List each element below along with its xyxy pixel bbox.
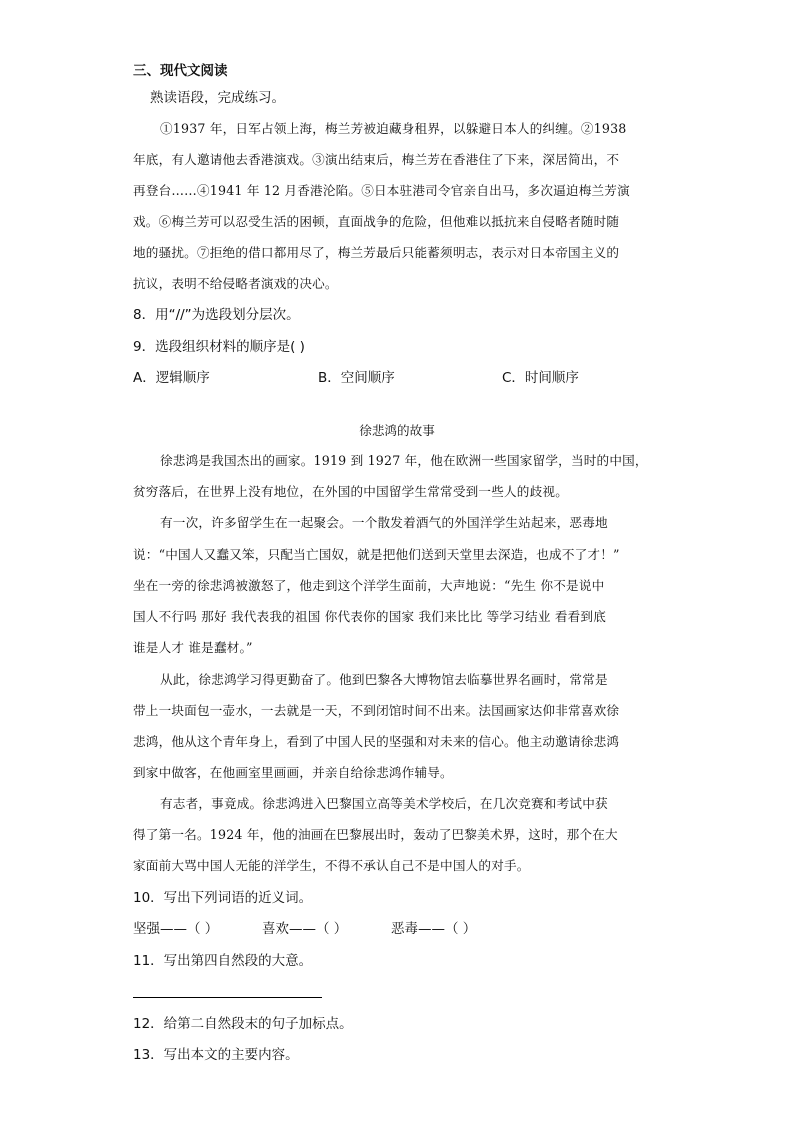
passage-line: 家面前大骂中国人无能的洋学生，不得不承认自己不是中国人的对手。	[133, 858, 530, 873]
question-13: 13．写出本文的主要内容。	[133, 1047, 299, 1063]
synonym-item-2: 喜欢——（ ）	[262, 921, 348, 937]
passage-line: 抗议，表明不给侵略者演戏的决心。	[133, 276, 338, 291]
passage-line: 地的骚扰。⑦拒绝的借口都用尽了，梅兰芳最后只能蓄须明志，表示对日本帝国主义的	[133, 245, 620, 260]
passage-line: ①1937 年，日军占领上海，梅兰芳被迫藏身租界，以躲避日本人的纠缠。②1938	[160, 121, 627, 136]
instruction: 熟读语段，完成练习。	[150, 90, 285, 106]
answer-line	[133, 997, 322, 998]
passage-line: 国人不行吗 那好 我代表我的祖国 你代表你的国家 我们来比比 等学习结业 看看到底	[133, 609, 607, 624]
passage-line: 说：“中国人又蠢又笨，只配当亡国奴，就是把他们送到天堂里去深造，也成不了才！”	[133, 547, 620, 562]
passage-line: 贫穷落后，在世界上没有地位，在外国的中国留学生常常受到一些人的歧视。	[133, 484, 568, 499]
passage-line: 徐悲鸿是我国杰出的画家。1919 到 1927 年，他在欧洲一些国家留学，当时的中国，	[160, 453, 648, 468]
question-10: 10．写出下列词语的近义词。	[133, 890, 313, 906]
section-heading: 三、现代文阅读	[133, 63, 228, 79]
passage-line: 带上一块面包一壶水，一去就是一天，不到闭馆时间不出来。法国画家达仰非常喜欢徐	[133, 703, 620, 718]
passage-line: 从此，徐悲鸿学习得更勤奋了。他到巴黎各大博物馆去临摹世界名画时，常常是	[160, 672, 608, 687]
option-c: C．时间顺序	[502, 370, 579, 386]
passage-line: 戏。⑥梅兰芳可以忍受生活的困顿，直面战争的危险，但他难以抵抗来自侵略者随时随	[133, 214, 620, 229]
synonym-item-3: 恶毒——（ ）	[391, 921, 477, 937]
passage-line: 到家中做客，在他画室里画画，并亲自给徐悲鸿作辅导。	[133, 765, 453, 780]
question-9: 9．选段组织材料的顺序是( )	[133, 339, 305, 355]
question-8: 8．用“//”为选段划分层次。	[133, 307, 300, 323]
passage-line: 再登台……④1941 年 12 月香港沦陷。⑤日本驻港司令官亲自出马，多次逼迫梅兰芳演	[133, 183, 630, 198]
passage-line: 悲鸿，他从这个青年身上，看到了中国人民的坚强和对未来的信心。他主动邀请徐悲鸿	[133, 734, 620, 749]
passage-line: 得了第一名。1924 年，他的油画在巴黎展出时，轰动了巴黎美术界，这时，那个在大	[133, 827, 618, 842]
synonym-item-1: 坚强——（ ）	[133, 921, 219, 937]
passage-line: 年底，有人邀请他去香港演戏。③演出结束后，梅兰芳在香港住了下来，深居简出，不	[133, 152, 620, 167]
question-11: 11．写出第四自然段的大意。	[133, 953, 313, 969]
question-12: 12．给第二自然段末的句子加标点。	[133, 1016, 353, 1032]
passage-2-title: 徐悲鸿的故事	[359, 423, 435, 438]
passage-line: 坐在一旁的徐悲鸿被激怒了，他走到这个洋学生面前，大声地说：“先生 你不是说中	[133, 578, 605, 593]
passage-line: 有志者，事竟成。徐悲鸿进入巴黎国立高等美术学校后，在几次竞赛和考试中获	[160, 796, 608, 811]
passage-line: 谁是人才 谁是蠢材。”	[133, 640, 253, 655]
option-a: A．逻辑顺序	[133, 370, 210, 386]
option-b: B．空间顺序	[318, 370, 395, 386]
passage-line: 有一次，许多留学生在一起聚会。一个散发着酒气的外国洋学生站起来，恶毒地	[160, 515, 608, 530]
